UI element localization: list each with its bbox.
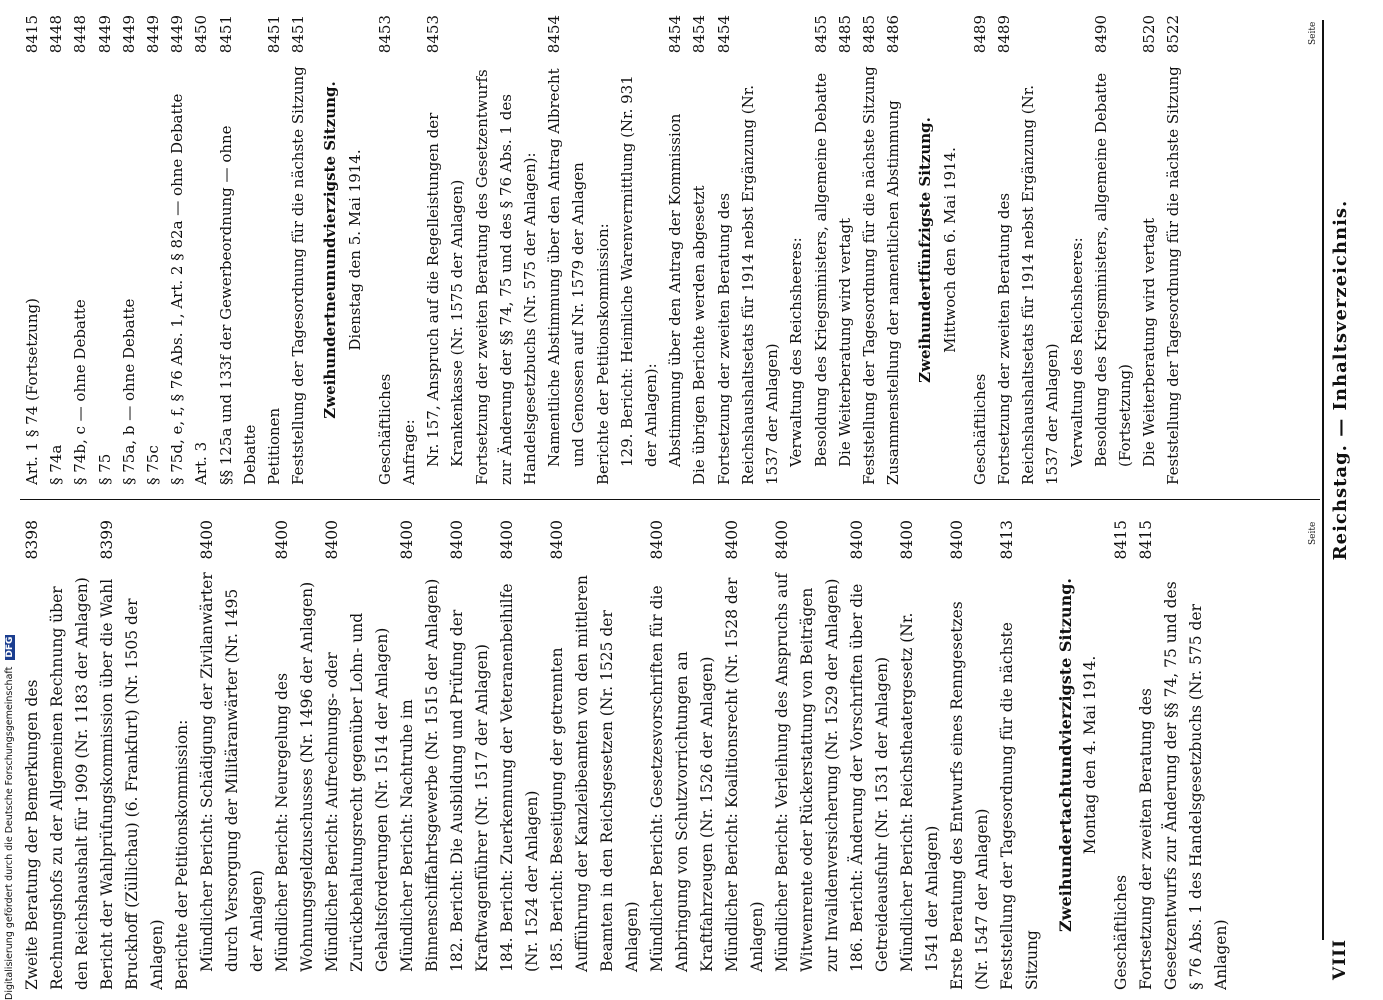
toc-entry-text: Nr. 157, Anspruch auf die Regelleistungen der Krankenkasse (Nr. 1575 der Anlagen) [424, 112, 467, 467]
toc-entry-text: Fortsetzung der zweiten Beratung des Reichshaushaltsetats für 1914 nebst Ergänzung (Nr. 1537 der Anlagen) [994, 84, 1062, 485]
toc-entry-text: Fortsetzung der zweiten Beratung des Reichshaushaltsetats für 1914 nebst Ergänzung (Nr. 1537 der Anlagen) [714, 84, 782, 485]
toc-entry-text: Mündlicher Bericht: Nachtruhe im Binnenschiffahrtsgewerbe (Nr. 1515 der Anlagen) [398, 578, 441, 972]
toc-entry-page: 8415 [1137, 520, 1155, 560]
toc-entry-page: 8448 [47, 15, 66, 54]
toc-entry [373, 15, 397, 485]
toc-entry-page [1065, 15, 1089, 55]
toc-entry-text: Zusammenstellung der namentlichen Abstimmung [884, 100, 903, 485]
toc-entry [720, 520, 770, 990]
toc-entry-page [397, 15, 421, 55]
toc-entry-text: Die übrigen Berichte werden abgesetzt [690, 185, 709, 485]
toc-entry-page: 8400 [273, 520, 291, 560]
toc-entry-page: 8451 [265, 15, 284, 54]
toc-entry [68, 15, 92, 485]
toc-entry-page: 8400 [898, 520, 916, 560]
toc-entry-text: Art. 3 [192, 441, 211, 485]
running-head: Reichstag. — Inhaltsverzeichnis. [1330, 199, 1351, 561]
toc-entry-page: 8454 [690, 15, 709, 54]
toc-entry [117, 15, 141, 485]
toc-entry [95, 520, 170, 990]
toc-entry-page: 8522 [1164, 15, 1183, 54]
toc-entry-text: Berichte der Petitionskommission: [173, 719, 191, 990]
toc-entry-text: Berichte der Petitionskommission: [593, 223, 612, 485]
toc-entry [397, 15, 421, 485]
toc-entry-text: Besoldung des Kriegsministers, allgemeine Debatte (Fortsetzung) [1091, 72, 1134, 467]
toc-entry-text: Feststellung der Tagesordnung für die nächste Sitzung [998, 622, 1041, 990]
toc-entry-text: Mündlicher Bericht: Schädigung der Zivilanwärter durch Versorgung der Militäranwärter (Nr. 1495 der Anlagen) [198, 572, 266, 972]
toc-entry-page: 8400 [773, 520, 791, 560]
toc-entry [895, 520, 945, 990]
toc-entry-page: 8415 [1112, 520, 1130, 560]
session-date: Dienstag den 5. Mai 1914. [345, 149, 364, 351]
toc-entry-page [784, 15, 808, 55]
toc-entry [1137, 15, 1161, 485]
toc-entry [470, 15, 543, 485]
toc-entry [395, 520, 445, 990]
toc-entry-page: 8490 [1091, 15, 1110, 54]
toc-entry-text: Namentliche Abstimmung über den Antrag Albrecht und Genossen auf Nr. 1579 der Anlagen [545, 68, 588, 467]
toc-entry [687, 15, 711, 485]
toc-entry-page: 8485 [835, 15, 854, 54]
toc-entry [270, 520, 320, 990]
toc-entry-text: Petitionen [265, 407, 284, 485]
toc-entry-page: 8454 [545, 15, 564, 54]
toc-entry-text: Mündlicher Bericht: Aufrechnungs- oder Zurückbehaltungsrecht gegenüber Lohn- und Gehaltsforderungen (Nr. 1514 der Anlagen) [323, 612, 391, 972]
toc-entry-text: Besoldung des Kriegsministers, allgemeine Debatte [811, 72, 830, 467]
toc-entry-page: 8400 [198, 520, 216, 560]
toc-entry [189, 15, 213, 485]
toc-entry-page: 8400 [398, 520, 416, 560]
toc-entry [195, 520, 270, 990]
toc-entry-page: 8455 [811, 15, 830, 54]
toc-entry-text: Feststellung der Tagesordnung für die nächste Sitzung [1164, 66, 1183, 485]
toc-entry [445, 520, 495, 990]
toc-entry [93, 15, 117, 485]
toc-entry [545, 520, 645, 990]
page-number: VIII [1330, 938, 1350, 980]
toc-entry-page: 8451 [289, 15, 308, 54]
toc-entry-page: 8400 [648, 520, 666, 560]
toc-entry [945, 520, 995, 990]
toc-entry-text: §§ 125a und 133f der Gewerbeordnung — ohne Debatte [216, 125, 259, 485]
seite-label-left: Seite [1308, 521, 1318, 545]
toc-entry [645, 520, 720, 990]
toc-entry-page: 8400 [448, 520, 466, 560]
toc-entry-text: Erste Beratung des Entwurfs eines Renngesetzes (Nr. 1547 der Anlagen) [948, 601, 991, 990]
toc-entry [44, 15, 68, 485]
toc-entry-text: Bericht der Wahlprüfungskommission über die Wahl Bruckhoff (Züllichau) (6. Frankfurt) (Nr. 1505 der Anlagen) [98, 578, 166, 990]
toc-entry [542, 15, 590, 485]
toc-entry-text: Geschäftliches [375, 373, 394, 485]
toc-entry-text: Zweite Beratung der Bemerkungen des Rechnungshofs zu der Allgemeinen Rechnung über den Reichshaushalt für 1909 (Nr. 1183 der Anlagen) [23, 577, 91, 990]
toc-entry-page: 8486 [884, 15, 903, 54]
digitization-note-text: Digitalisierung gefördert durch die Deutsche Forschungsgemeinschaft [4, 666, 15, 1000]
toc-entry [1134, 520, 1234, 990]
toc-entry-text: Feststellung der Tagesordnung für die nächste Sitzung [859, 66, 878, 485]
left-column [20, 520, 1305, 990]
toc-entry [992, 15, 1065, 485]
toc-entry-page [615, 15, 663, 55]
toc-entry [1109, 520, 1134, 990]
toc-entry-text: 185. Bericht: Beseitigung der getrennten Aufführung der Kanzleibeamten von den mittleren Beamten in den Reichsgesetzen (Nr. 1525 der Anlagen) [548, 574, 641, 972]
toc-entry-text: Verwaltung des Reichsheeres: [1067, 237, 1086, 467]
toc-entry-page: 8453 [375, 15, 394, 54]
toc-entry-text: Mündlicher Bericht: Reichstheatergesetz (Nr. 1541 der Anlagen) [898, 612, 941, 972]
toc-entry [165, 15, 189, 485]
toc-entry-page: 8449 [144, 15, 163, 54]
toc-entry-page: 8413 [998, 520, 1016, 560]
session-title: Zweihundertneunundvierzigste Sitzung. [321, 81, 340, 419]
toc-entry-page: 8520 [1140, 15, 1159, 54]
toc-entry-text: 184. Bericht: Zuerkennung der Veteranenbeihilfe (Nr. 1524 der Anlagen) [498, 583, 541, 972]
toc-entry [320, 520, 395, 990]
toc-entry-page: 8449 [95, 15, 114, 54]
column-divider [20, 499, 1320, 500]
session-date: Montag den 4. Mai 1914. [1081, 655, 1099, 855]
toc-entry-text: 186. Bericht: Änderung der Vorschriften über die Getreideausfuhr (Nr. 1531 der Anlagen) [848, 583, 891, 972]
toc-entry [663, 15, 687, 485]
digitization-note [4, 635, 15, 1000]
toc-entry [20, 15, 44, 485]
toc-entry [1161, 15, 1185, 485]
toc-entry-page: 8400 [948, 520, 966, 560]
toc-entry-text: § 75a, b — ohne Debatte [119, 298, 138, 485]
toc-entry [421, 15, 469, 485]
toc-entry-text: § 74a [47, 444, 66, 485]
toc-entry [20, 520, 95, 990]
toc-entry-text: Die Weiterberatung wird vertagt [835, 217, 854, 467]
toc-entry-text: Mündlicher Bericht: Neuregelung des Wohnungsgeldzuschusses (Nr. 1496 der Anlagen) [273, 581, 316, 972]
toc-entry [845, 520, 895, 990]
toc-entry-page: 8450 [192, 15, 211, 54]
toc-entry-page: 8448 [71, 15, 90, 54]
toc-entry-page: 8400 [723, 520, 741, 560]
toc-entry-text: Art. 1 § 74 (Fortsetzung) [23, 298, 41, 485]
toc-entry [1089, 15, 1137, 485]
session-title: Zweihundertachtundvierzigste Sitzung. [1056, 578, 1075, 932]
toc-entry [214, 15, 262, 485]
toc-entry-text: Geschäftliches [1112, 874, 1130, 990]
toc-entry-page: 8400 [498, 520, 516, 560]
toc-entry [1065, 15, 1089, 485]
toc-entry [170, 520, 195, 990]
toc-entry [881, 15, 905, 485]
toc-entry-page: 8449 [168, 15, 187, 54]
toc-entry [833, 15, 857, 485]
toc-entry-text: Mündlicher Bericht: Koalitionsrecht (Nr. 1528 der Anlagen) [723, 577, 766, 972]
toc-entry-text: § 75d, e, f, § 76 Abs. 1, Art. 2 § 82a — ohne Debatte [168, 93, 187, 485]
toc-entry-text: 129. Bericht: Heimliche Warenvermittlung (Nr. 931 der Anlagen): [617, 75, 661, 467]
toc-entry-page: 8400 [848, 520, 866, 560]
toc-entry [995, 520, 1045, 990]
toc-entry-text: § 74b, c — ohne Debatte [71, 299, 90, 485]
toc-entry-text: Mündlicher Bericht: Verleihung des Anspruchs auf Witwenrente oder Rückerstattung von Beiträgen zur Invalidenversicherung (Nr. 1529 der Anlagen) [773, 573, 841, 972]
toc-entry [591, 15, 615, 485]
header-rule [1322, 20, 1324, 940]
toc-entry [495, 520, 545, 990]
right-column [20, 15, 1305, 485]
toc-entry-page: 8449 [119, 15, 138, 54]
toc-entry [712, 15, 785, 485]
toc-entry-text: § 75 [95, 453, 114, 485]
toc-entry-text: Feststellung der Tagesordnung für die nächste Sitzung [289, 66, 308, 485]
toc-entry-text: Abstimmung über den Antrag der Kommission [666, 113, 685, 467]
toc-entry [262, 15, 286, 485]
toc-entry [784, 15, 808, 485]
toc-entry [770, 520, 845, 990]
session-title: Zweihundertfünfzigste Sitzung. [916, 117, 935, 383]
toc-entry-text: 182. Bericht: Die Ausbildung und Prüfung der Kraftwagenführer (Nr. 1517 der Anlagen) [448, 609, 491, 972]
toc-entry-page: 8399 [98, 520, 116, 560]
toc-entry-page: 8453 [424, 15, 443, 54]
session-date: Mittwoch den 6. Mai 1914. [940, 147, 959, 353]
toc-entry [968, 15, 992, 485]
dfg-logo: DFG [5, 636, 15, 658]
toc-entry-page: 8454 [666, 15, 685, 54]
toc-entry-page: 8451 [216, 15, 235, 54]
toc-entry-text: Die Weiterberatung wird vertagt [1140, 217, 1159, 467]
toc-entry-text: Fortsetzung der zweiten Beratung des Gesetzentwurfs zur Änderung der §§ 74, 75 und des § 76 Abs. 1 des Handelsgesetzbuchs (Nr. 575 der Anlagen): [472, 69, 540, 485]
toc-entry-page: 8489 [970, 15, 989, 54]
seite-label-right: Seite [1308, 21, 1318, 45]
toc-entry-text: Verwaltung des Reichsheeres: [787, 237, 806, 467]
toc-entry [857, 15, 881, 485]
toc-entry-page: 8400 [548, 520, 566, 560]
toc-entry [809, 15, 833, 485]
toc-entry-text: § 75c [144, 445, 163, 485]
toc-entry [286, 15, 310, 485]
toc-entry-page: 8454 [714, 15, 733, 54]
toc-entry-page: 8489 [994, 15, 1013, 54]
toc-entry-page: 8400 [323, 520, 341, 560]
toc-entry-page: 8398 [23, 520, 41, 560]
toc-entry [615, 15, 663, 485]
toc-entry-page [591, 15, 615, 55]
toc-entry-text: Mündlicher Bericht: Gesetzesvorschriften für die Anbringung von Schutzvorrichtungen an Kraftfahrzeugen (Nr. 1526 der Anlagen) [648, 585, 716, 972]
toc-entry-text: Geschäftliches [970, 373, 989, 485]
toc-entry-page [470, 15, 543, 55]
toc-entry-page [170, 520, 195, 560]
toc-entry-page: 8485 [859, 15, 878, 54]
toc-entry-page: 8415 [23, 15, 41, 54]
toc-entry [141, 15, 165, 485]
toc-entry-text: Fortsetzung der zweiten Beratung des Gesetzentwurfs zur Änderung der §§ 74, 75 und des § 76 Abs. 1 des Handelsgesetzbuchs (Nr. 575 der Anlagen) [1137, 581, 1230, 990]
toc-entry-text: Anfrage: [400, 419, 419, 485]
